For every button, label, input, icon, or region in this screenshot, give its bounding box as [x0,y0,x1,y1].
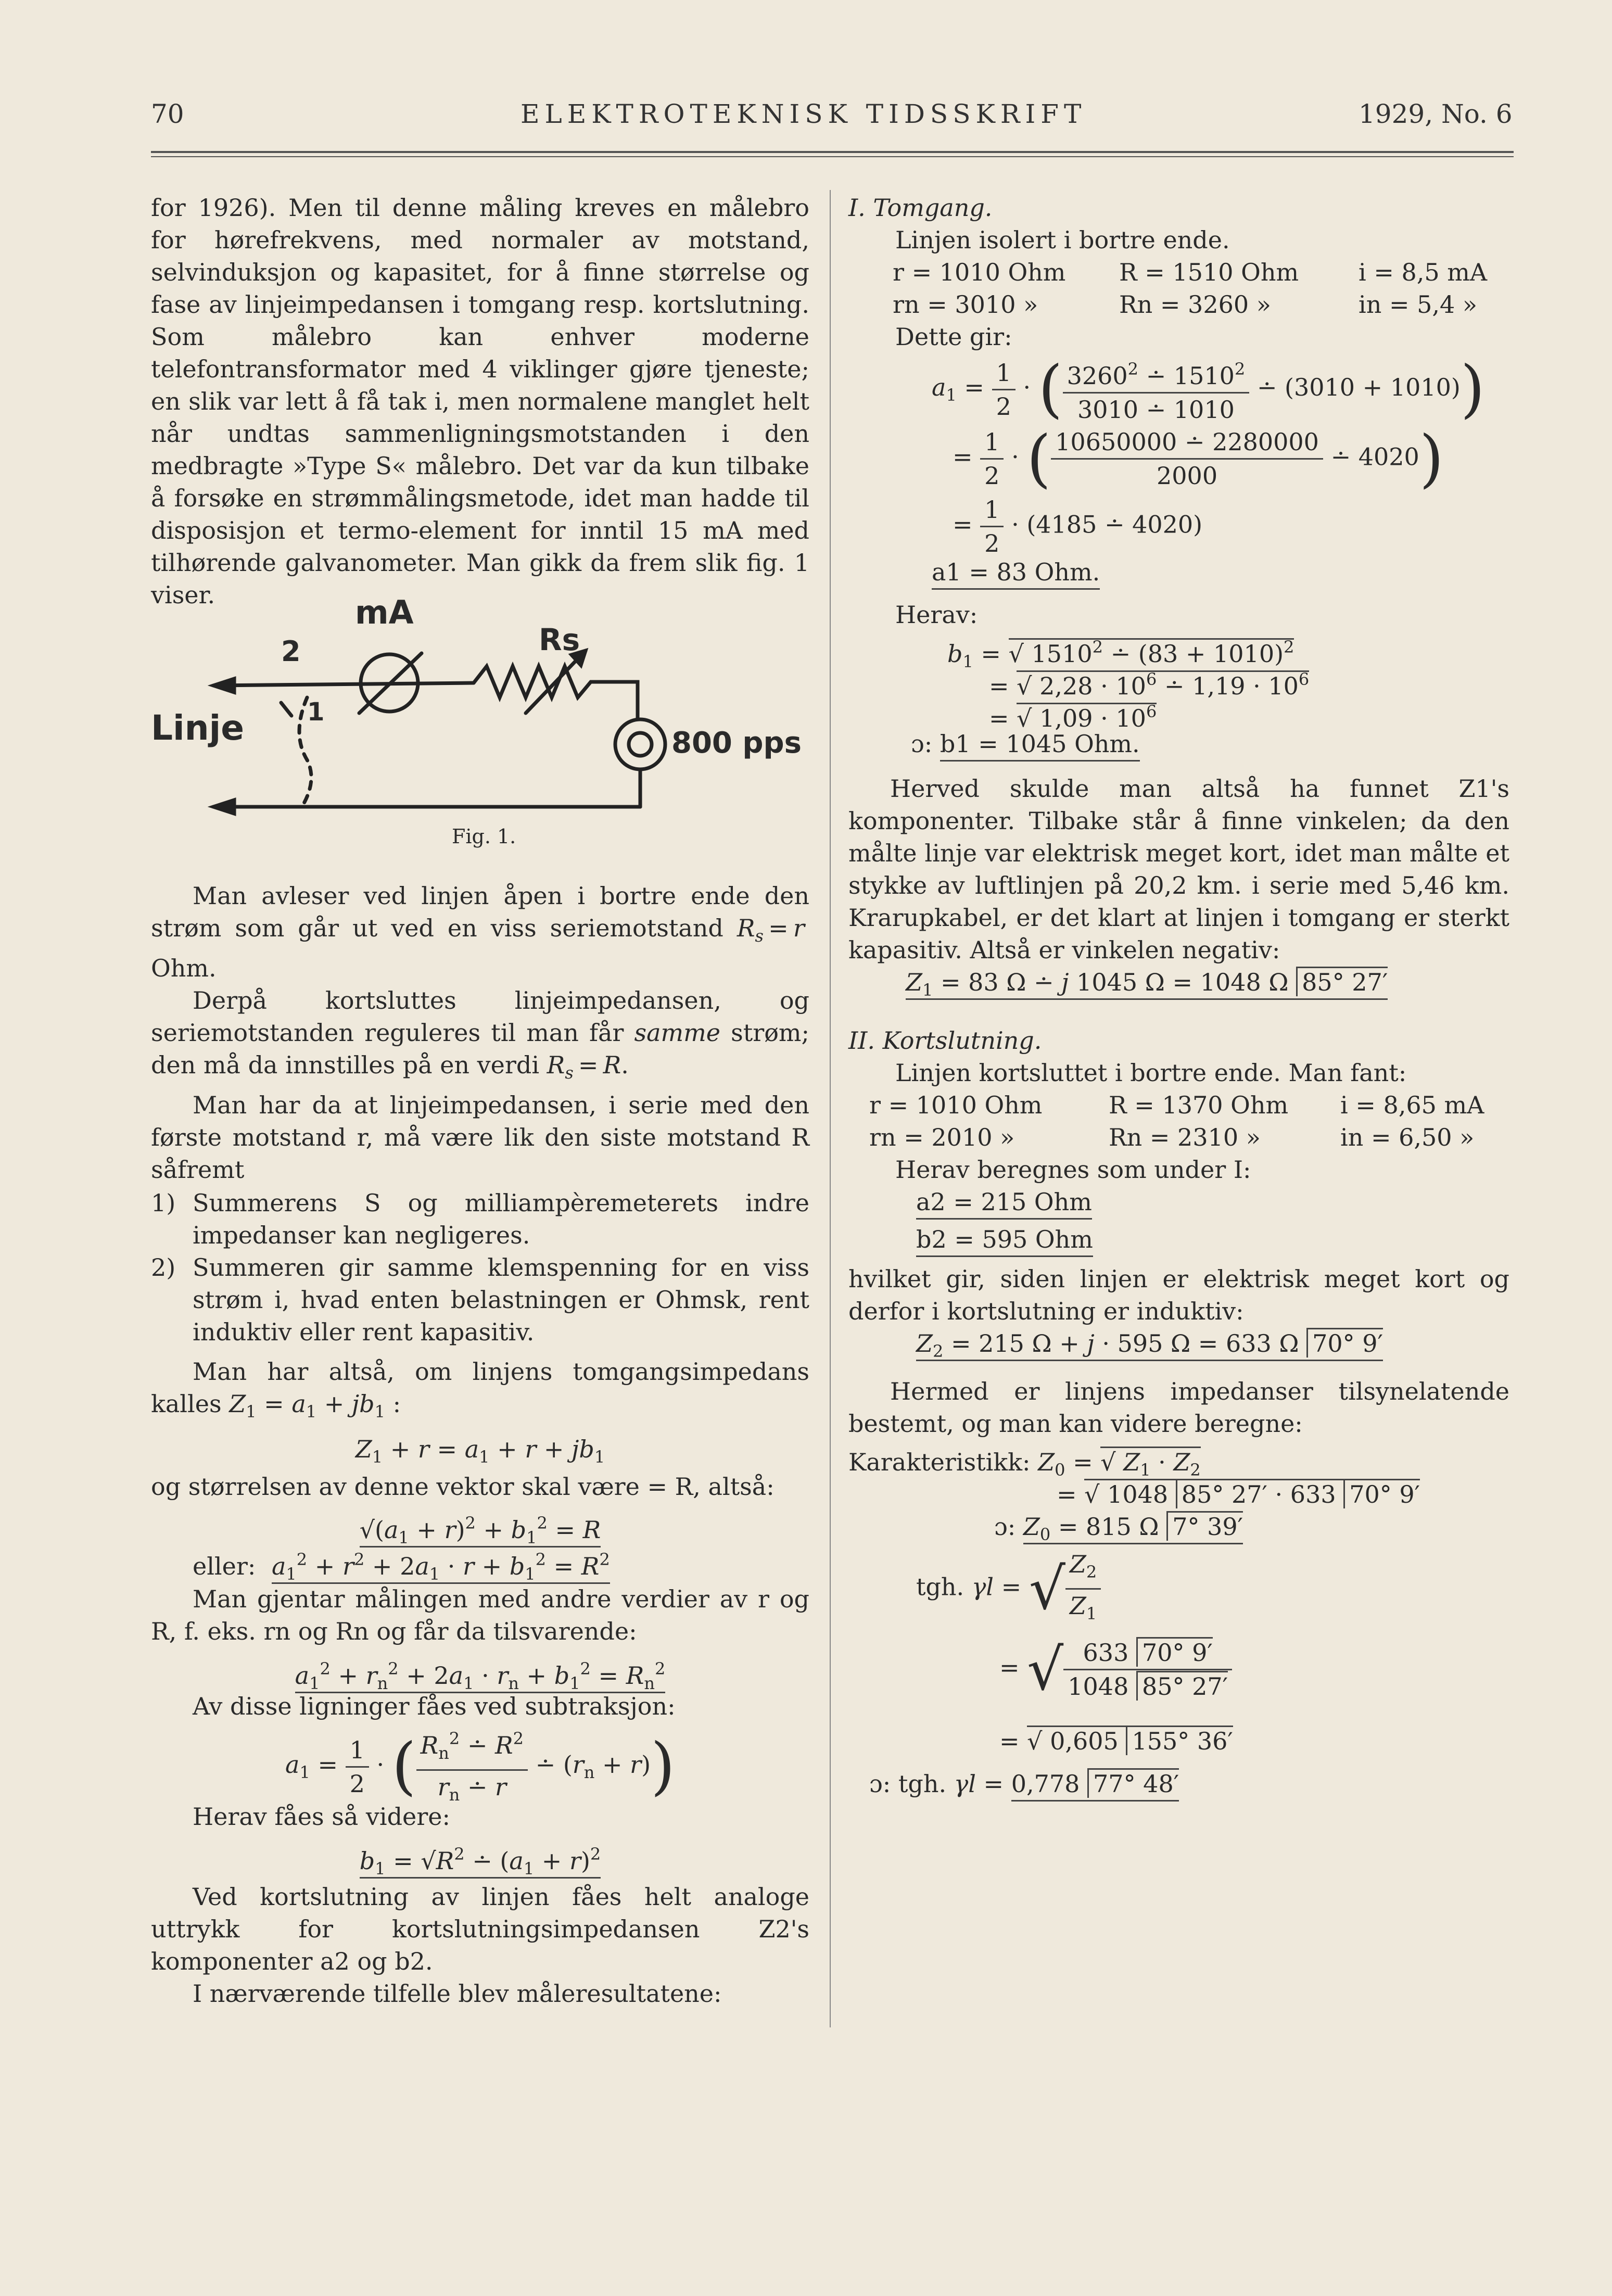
equation-a1-step1: $a_1$ = $\frac{1}{2}$ · ( $\frac{3260^2 ∸ 1510^2}{3010 ∸ 1010}$ ∸ (3010 + 1010)) [932,353,1485,425]
fig-label-pps: 800 pps [671,726,802,760]
herav-label: Herav: [895,601,978,629]
equation-tgh-2: = √ $\frac{633 70^\circ 9'}{1048 85^\circ 27'}$ [848,1637,1509,1725]
equation-z0-step1: = √ 1048 85° 27′ · 633 70° 9′ [848,1478,1509,1511]
figure-caption: Fig. 1. [452,825,516,848]
list-item-1: 1) Summerens S og milliampèremeterets indre impedanser kan negligeres. [151,1189,809,1249]
equation-z1-result: $Z_1 = 83$ Ω ∸ j 1045 Ω = 1048 Ω 85° 27′ [848,966,1509,998]
equation-eller: eller: $a_1^2 + r^2 + 2a_1 \cdot r + b_1^2 = R^2$ [193,1550,610,1584]
equation-second: $a_1^2 + r_n^2 + 2a_1 \cdot r_n + b_1^2 = R_n^2$ [295,1659,666,1693]
equation-a1-step2: = $\frac{1}{2}$ · ( $\frac{10650000 ∸ 2280000}{2000}$ ∸ 4020) [953,422,1444,495]
paragraph-hvilket: hvilket gir, siden linjen er elektrisk meget kort og derfor i kortslutning er induktiv: [848,1265,1509,1325]
equation-a1-step3: = $\frac{1}{2}$ · (4185 ∸ 4020) [848,493,1509,556]
equation-b1-formula: $b_1 = √R^2$ ∸ $(a_1 + r)^2$ [359,1844,601,1879]
equation-b1-step3: = √ $1,09 \cdot 10^6$ [989,702,1157,732]
dette-gir: Dette gir: [895,323,1012,351]
figure-1 [151,593,809,838]
equation-z2-result: $Z_2 = 215$ Ω + j · 595 Ω = 633 Ω 70° 9′ [848,1327,1509,1360]
equation-z0-result: ɔ: $Z_0 = 815$ Ω 7° 39′ [848,1511,1509,1543]
header-rule-top [151,151,1514,153]
measurement-row-1: r = 1010 Ohm R = 1510 Ohm i = 8,5 mA [893,258,1488,286]
section-1-title: I. Tomgang. [848,194,993,222]
equation-b1-step1: $b_1$ = √ 1510$^2$ ∸ $(83 + 1010)^2$ [947,637,1294,671]
equation-z0: Karakteristikk: $Z_0$ = √ $Z_1 \cdot Z_2$ [848,1446,1509,1478]
paragraph-videre: Herav fåes så videre: [193,1803,450,1831]
equation-magnitude: $√(a_1 + r)^2 + b_1^2 = R$ [359,1513,601,1547]
journal-title: ELEKTROTEKNISK TIDSSKRIFT [521,99,1087,129]
result-b2: b2 = 595 Ohm [848,1223,1509,1255]
equation-z1: $Z_1 + r = a_1 + r + jb_1$ [355,1435,605,1467]
equation-a1-formula: $a_1$ = $\frac{1}{2}$ · ( $\frac{R_n^2 ∸ R^2}{r_n ∸ r}$ ∸ $(r_n + r)$) [151,1722,809,1800]
paragraph-kortslutning: Ved kortslutning av linjen fåes helt analoge uttrykk for kortslutningsimpedansen Z2's komponenter a2 og b2. [151,1883,809,1975]
section-1-text: Linjen isolert i bortre ende. [895,226,1230,254]
result-b1: ɔ: b1 = 1045 Ohm. [848,728,1509,760]
section-2-text: Linjen kortsluttet i bortre ende. Man fant: [895,1059,1407,1087]
page-number: 70 [151,99,184,129]
left-column-lower [151,880,809,2010]
paragraph-gjentar: Man gjentar målingen med andre verdier av r og R, f. eks. rn og Rn og får da tilsvarende: [151,1585,809,1645]
column-divider [830,190,831,2027]
measurement-row-2: rn = 3010 » Rn = 3260 » in = 5,4 » [893,290,1478,319]
paragraph-vektor: og størrelsen av denne vektor skal være = R, altså: [151,1473,775,1501]
herav-beregnes: Herav beregnes som under I: [895,1156,1251,1184]
list-item-2: 2) Summeren gir samme klemspenning for en viss strøm i, hvad enten belastningen er Ohmsk, rent induktiv eller rent kapasitiv. [151,1253,809,1346]
paragraph-herved: Herved skulde man altså ha funnet Z1's komponenter. Tilbake står å finne vinkelen; da den målte linje var elektrisk meget kort, idet man målte et stykke av luftlinjen på 20,2 km. i serie med 5,46 km. Krarupkabel, er det klart at linjen i tomgang er sterkt kapasitiv. Altså er vinkelen negativ: [848,775,1509,964]
paragraph-avleser: Man avleser ved linjen åpen i bortre ende den strøm som går ut ved en viss seriemotstand $R_s = r$ Ohm. [151,882,809,982]
equation-tgh-3: = √ 0,605 155° 36′ [848,1725,1509,1757]
left-column [151,192,809,611]
paragraph-tomgangsimpedans: Man har altså, om linjens tomgangsimpedans kalles $Z_1 = a_1 + jb_1$ : [151,1358,809,1422]
circuit-diagram [151,593,809,838]
measurement-row-4: rn = 2010 » Rn = 2310 » in = 6,50 » [869,1123,1475,1151]
issue-number: 1929, No. 6 [1359,99,1513,129]
section-2-title: II. Kortslutning. [848,1026,1042,1055]
equation-tgh-result: ɔ: tgh. γl = 0,778 77° 48′ [848,1768,1509,1800]
paragraph-subtraksjon: Av disse ligninger fåes ved subtraksjon: [193,1692,676,1720]
equation-tgh-1: tgh. γl = √ $\frac{Z_2}{Z_1}$ [848,1548,1509,1637]
header-rule-bottom [151,156,1514,157]
fig-label-ma: mA [355,593,414,631]
paragraph-intro: for 1926). Men til denne måling kreves en målebro for hørefrekvens, med normaler av motstand, selvinduksjon og kapasitet, for å finne størrelse og fase av linjeimpedansen i tomgang resp. kortslutning. Som målebro kan enhver moderne telefontransformator med 4 viklinger gjøre tjeneste; en slik var lett å få tak i, men normalene manglet helt når undtas sammenligningsmotstanden i den medbragte »Type S« målebro. Det var da kun tilbake å forsøke en strømmålingsmetode, idet man hadde til disposisjon et termo-element for inntil 15 mA med tilhørende galvanometer. Man gikk da frem slik fig. 1 viser. [151,194,809,609]
paragraph-hermed: Hermed er linjens impedanser tilsynelatende bestemt, og man kan videre beregne: [848,1377,1509,1438]
fig-label-rs: Rs [539,622,580,657]
fig-label-linje: Linje [151,708,245,748]
fig-label-1: 1 [307,697,325,727]
measurement-row-3: r = 1010 Ohm R = 1370 Ohm i = 8,65 mA [869,1091,1484,1119]
paragraph-linjeimpedansen: Man har da at linjeimpedansen, i serie med den første motstand r, må være lik den siste motstand R såfremt [151,1091,809,1184]
paragraph-resultater: I nærværende tilfelle blev måleresultatene: [193,1980,722,2008]
equation-b1-step2: = √ $2,28 \cdot 10^6$ ∸ $1,19 \cdot 10^6$ [989,669,1310,700]
result-a1: a1 = 83 Ohm. [848,556,1509,588]
right-column [848,192,1509,1800]
result-a2: a2 = 215 Ohm [848,1186,1509,1218]
fig-label-2: 2 [281,635,301,668]
paragraph-kortsluttes: Derpå kortsluttes linjeimpedansen, og seriemotstanden reguleres til man får samme strøm; den må da innstilles på en verdi $R_s = R$. [151,986,810,1083]
